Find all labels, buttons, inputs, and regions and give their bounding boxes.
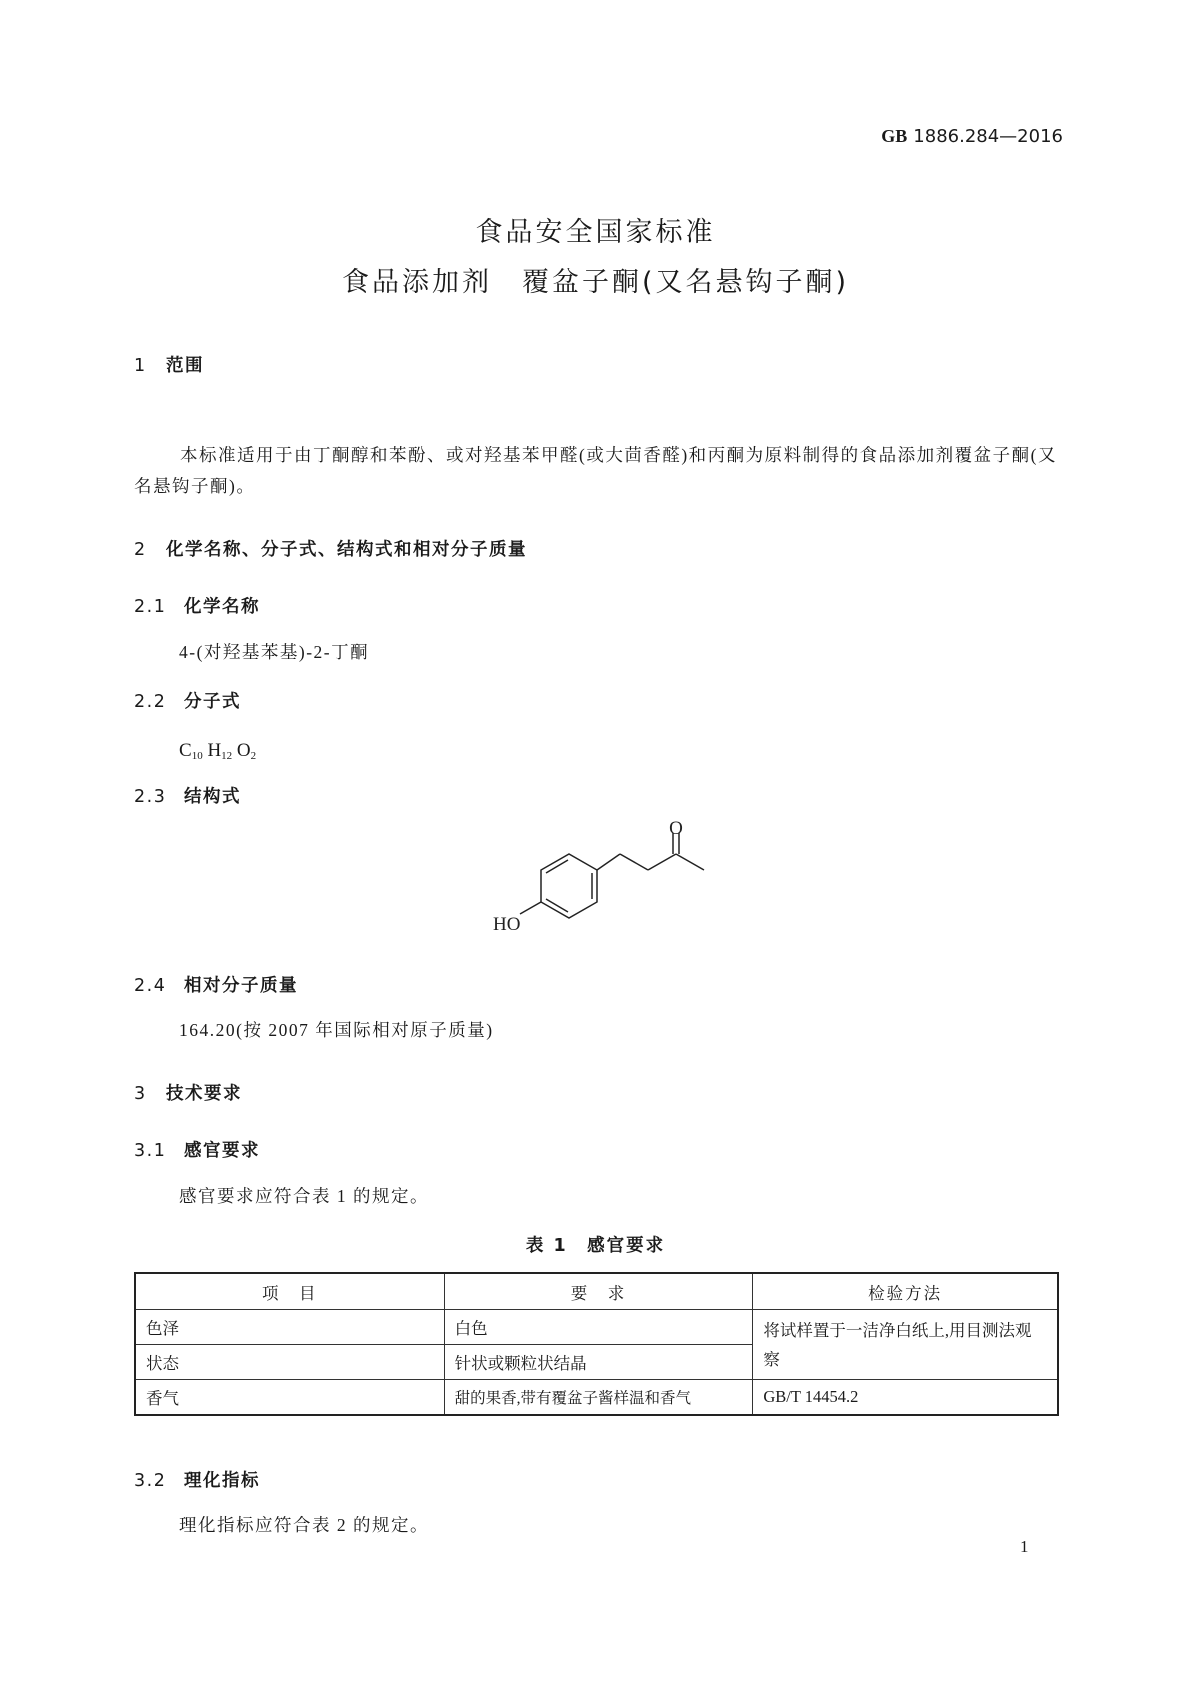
table-row (135, 1380, 1058, 1416)
molecular-weight: 164.20(按 2007 年国际相对原子质量) (179, 1020, 494, 1040)
table-header-row (135, 1273, 1058, 1310)
section-title: 理化指标 (184, 1471, 260, 1491)
molecular-formula: $C_{10}$ $H_{12}$ $O_2$ (179, 740, 257, 762)
requirement-cell: 白色 (444, 1310, 753, 1345)
section-title: 技术要求 (166, 1084, 242, 1104)
section-1-text: 本标准适用于由丁酮醇和苯酚、或对羟基苯甲醛(或大茴香醛)和丙酮为原料制得的食品添加剂覆盆子酮(又名悬钩子酮)。 (134, 445, 1057, 496)
chain-bond (620, 854, 648, 870)
standard-code (881, 126, 1063, 147)
document-title: 食品安全国家标准 (475, 217, 716, 248)
oxygen-label: O (669, 820, 683, 839)
requirement-cell: 针状或颗粒状结晶 (444, 1345, 753, 1380)
header-item: 项 目 (135, 1273, 444, 1310)
section-title: 化学名称 (184, 597, 260, 617)
header-method: 检验方法 (753, 1273, 1058, 1310)
section-number: 2 (134, 540, 147, 560)
section-number: 2.4 (134, 976, 167, 996)
sensory-requirements-table (134, 1272, 1059, 1416)
section-number: 2.3 (134, 787, 167, 807)
sensory-intro: 感官要求应符合表 1 的规定。 (179, 1186, 429, 1206)
table-1-caption: 表 1 感官要求 (525, 1236, 666, 1256)
structural-formula (480, 820, 720, 950)
section-3-2-heading (134, 1467, 260, 1492)
section-number: 3 (134, 1084, 147, 1104)
method-cell: GB/T 14454.2 (753, 1380, 1058, 1416)
header-requirement: 要 求 (444, 1273, 753, 1310)
section-3-heading (134, 1080, 242, 1105)
item-cell: 香气 (135, 1380, 444, 1416)
section-title: 化学名称、分子式、结构式和相对分子质量 (166, 540, 527, 560)
section-number: 3.1 (134, 1141, 167, 1161)
section-title: 结构式 (184, 787, 241, 807)
section-title: 分子式 (184, 692, 241, 712)
section-title: 相对分子质量 (184, 976, 298, 996)
document-subtitle: 食品添加剂 覆盆子酮(又名悬钩子酮) (341, 267, 850, 298)
section-number: 2.1 (134, 597, 167, 617)
standard-prefix: GB (881, 126, 908, 146)
section-2-4-heading (134, 972, 298, 997)
section-title: 范围 (166, 356, 204, 376)
item-cell: 状态 (135, 1345, 444, 1380)
section-1-heading (134, 352, 204, 377)
section-3-1-heading (134, 1137, 260, 1162)
section-number: 2.2 (134, 692, 167, 712)
section-2-heading (134, 536, 527, 561)
chain-bond (648, 854, 676, 870)
item-cell: 色泽 (135, 1310, 444, 1345)
method-cell-merged: 将试样置于一洁净白纸上,用目测法观察 (753, 1310, 1058, 1380)
section-2-3-heading (134, 783, 241, 808)
physicochemical-intro: 理化指标应符合表 2 的规定。 (179, 1515, 429, 1535)
chain-bond (676, 854, 704, 870)
section-number: 3.2 (134, 1471, 167, 1491)
section-2-1-heading (134, 593, 260, 618)
chemical-name: 4-(对羟基苯基)-2-丁酮 (179, 642, 370, 662)
section-title: 感官要求 (184, 1141, 260, 1161)
benzene-ring (541, 854, 597, 918)
chain-bond (597, 854, 620, 870)
section-2-2-heading (134, 688, 241, 713)
section-number: 1 (134, 356, 147, 376)
hydroxyl-bond (520, 902, 541, 914)
hydroxyl-label: HO (493, 914, 521, 935)
requirement-cell: 甜的果香,带有覆盆子酱样温和香气 (444, 1380, 753, 1416)
table-row (135, 1310, 1058, 1345)
page-number: 1 (1020, 1537, 1029, 1556)
standard-number: 1886.284—2016 (913, 126, 1063, 147)
